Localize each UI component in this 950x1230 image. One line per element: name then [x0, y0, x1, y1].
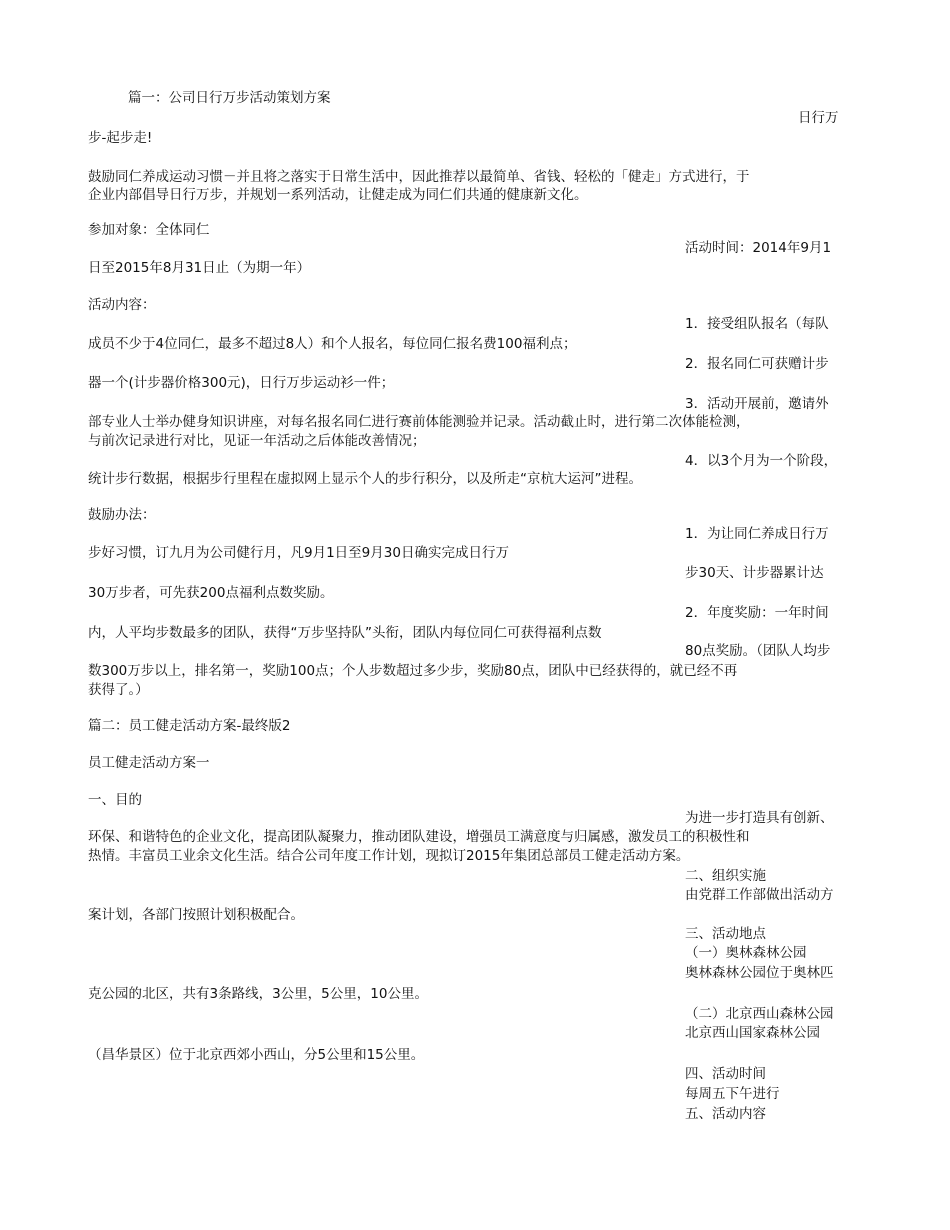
text-line: 鼓励办法： — [88, 507, 156, 523]
list-item: 2．报名同仁可获赠计步 — [685, 356, 829, 372]
list-item: （一）奥林森林公园 — [685, 945, 807, 961]
text-line: 步30天、计步器累计达 — [685, 565, 824, 581]
text-line: 每周五下午进行 — [685, 1086, 780, 1102]
text-line: 器一个(计步器价格300元)，日行万步运动衫一件； — [88, 375, 395, 391]
subsection-heading: 一、目的 — [88, 792, 142, 808]
section-heading: 篇一：公司日行万步活动策划方案 — [128, 90, 331, 106]
text-line: 日行万 — [798, 110, 839, 126]
text-line: 为进一步打造具有创新、 — [685, 810, 834, 826]
text-line: 参加对象：全体同仁 — [88, 222, 210, 238]
text-line: 步好习惯，订九月为公司健行月，凡9月1日至9月30日确实完成日行万 — [88, 545, 509, 561]
text-line: 80点奖励。（团队人均步 — [685, 643, 831, 659]
list-item: 4．以3个月为一个阶段， — [685, 453, 838, 469]
text-line: 热情。丰富员工业余文化生活。结合公司年度工作计划，现拟订2015年集团总部员工健走活动方案。 — [88, 848, 690, 864]
text-line: 内，人平均步数最多的团队，获得“万步坚持队”头衔，团队内每位同仁可获得福利点数 — [88, 625, 602, 641]
text-line: 30万步者，可先获200点福利点数奖励。 — [88, 585, 334, 601]
text-line: 数300万步以上，排名第一，奖励100点；个人步数超过多少步，奖励80点，团队中已经获得的，就已经不再 — [88, 663, 738, 679]
text-line: 统计步行数据，根据步行里程在虚拟网上显示个人的步行积分，以及所走“京杭大运河”进程。 — [88, 471, 642, 487]
text-line: 环保、和谐特色的企业文化，提高团队凝聚力，推动团队建设，增强员工满意度与归属感，激发员工的积极性和 — [88, 829, 750, 845]
text-line: 获得了。） — [88, 682, 149, 698]
list-item: 2．年度奖励：一年时间 — [685, 605, 829, 621]
text-line: 日至2015年8月31日止（为期一年） — [88, 260, 311, 276]
list-item: 1．为让同仁养成日行万 — [685, 526, 829, 542]
text-line: 由党群工作部做出活动方 — [685, 887, 834, 903]
subsection-heading: 二、组织实施 — [685, 868, 766, 884]
text-line: 北京西山国家森林公园 — [685, 1025, 820, 1041]
section-heading: 篇二：员工健走活动方案-最终版2 — [88, 718, 291, 734]
text-line: 企业内部倡导日行万步，并规划一系列活动，让健走成为同仁们共通的健康新文化。 — [88, 187, 588, 203]
text-line: 奥林森林公园位于奥林匹 — [685, 965, 834, 981]
text-line: 案计划，各部门按照计划积极配合。 — [88, 907, 304, 923]
text-line: 与前次记录进行对比，见证一年活动之后体能改善情况； — [88, 433, 426, 449]
list-item: （二）北京西山森林公园 — [685, 1006, 834, 1022]
subsection-heading: 三、活动地点 — [685, 926, 766, 942]
text-line: 部专业人士举办健身知识讲座，对每名报名同仁进行赛前体能测验并记录。活动截止时，进行第二次体能检测， — [88, 414, 750, 430]
text-line: 成员不少于4位同仁，最多不超过8人）和个人报名，每位同仁报名费100福利点； — [88, 336, 577, 352]
text-line: 步-起步走! — [88, 130, 153, 146]
text-line: （昌华景区）位于北京西郊小西山，分5公里和15公里。 — [88, 1047, 425, 1063]
subsection-heading: 五、活动内容 — [685, 1106, 766, 1122]
list-item: 3．活动开展前，邀请外 — [685, 396, 829, 412]
text-line: 鼓励同仁养成运动习惯－并且将之落实于日常生活中，因此推荐以最简单、省钱、轻松的「健走」方式进行，于 — [88, 169, 750, 185]
text-line: 活动内容： — [88, 297, 156, 313]
list-item: 1．接受组队报名（每队 — [685, 316, 829, 332]
subsection-heading: 四、活动时间 — [685, 1066, 766, 1082]
text-line: 克公园的北区，共有3条路线，3公里，5公里，10公里。 — [88, 986, 428, 1002]
text-line: 活动时间：2014年9月1 — [685, 240, 832, 256]
text-line: 员工健走活动方案一 — [88, 755, 210, 771]
